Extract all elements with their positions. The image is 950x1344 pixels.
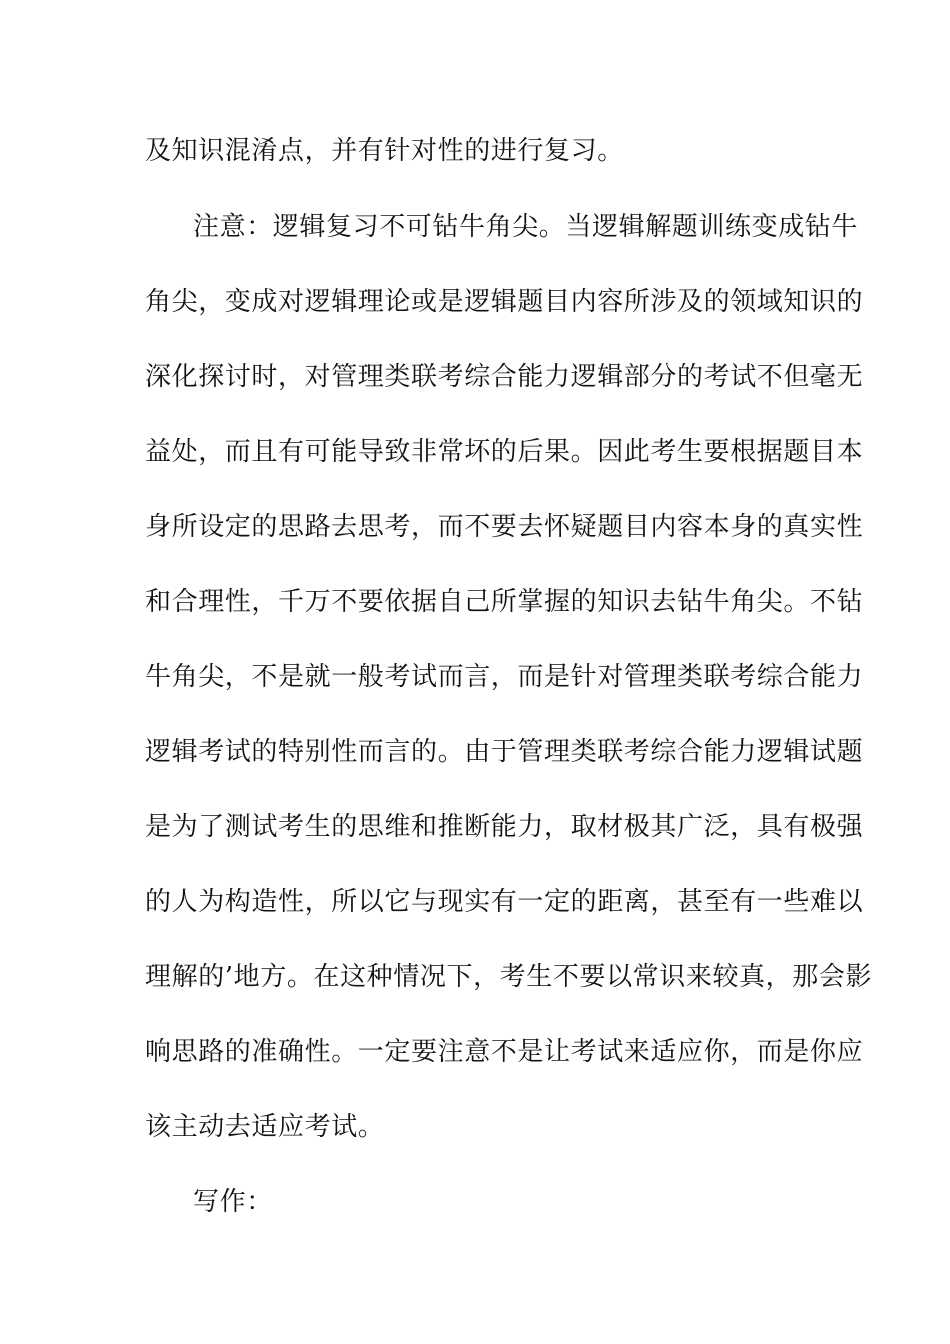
- text-line: 身所设定的思路去思考，而不要去怀疑题目内容本身的真实性: [145, 512, 864, 542]
- text-line: 响思路的准确性。一定要注意不是让考试来适应你，而是你应: [145, 1037, 864, 1067]
- text-line: 是为了测试考生的思维和推断能力，取材极其广泛，具有极强: [145, 812, 864, 842]
- text-line: 逻辑考试的特别性而言的。由于管理类联考综合能力逻辑试题: [145, 737, 864, 767]
- text-line: 该主动去适应考试。: [145, 1112, 385, 1142]
- section-heading: 写作：: [193, 1187, 273, 1217]
- text-line: 注意：逻辑复习不可钻牛角尖。当逻辑解题训练变成钻牛: [193, 212, 859, 242]
- text-line: 理解的’地方。在这种情况下，考生不要以常识来较真，那会影: [145, 962, 873, 992]
- text-line: 的人为构造性，所以它与现实有一定的距离，甚至有一些难以: [145, 887, 864, 917]
- text-line: 深化探讨时，对管理类联考综合能力逻辑部分的考试不但毫无: [145, 362, 864, 392]
- text-line: 及知识混淆点，并有针对性的进行复习。: [145, 136, 624, 166]
- text-line: 益处，而且有可能导致非常坏的后果。因此考生要根据题目本: [145, 437, 864, 467]
- text-line: 和合理性，千万不要依据自己所掌握的知识去钻牛角尖。不钻: [145, 587, 864, 617]
- text-line: 角尖，变成对逻辑理论或是逻辑题目内容所涉及的领域知识的: [145, 287, 864, 317]
- text-line: 牛角尖，不是就一般考试而言，而是针对管理类联考综合能力: [145, 662, 864, 692]
